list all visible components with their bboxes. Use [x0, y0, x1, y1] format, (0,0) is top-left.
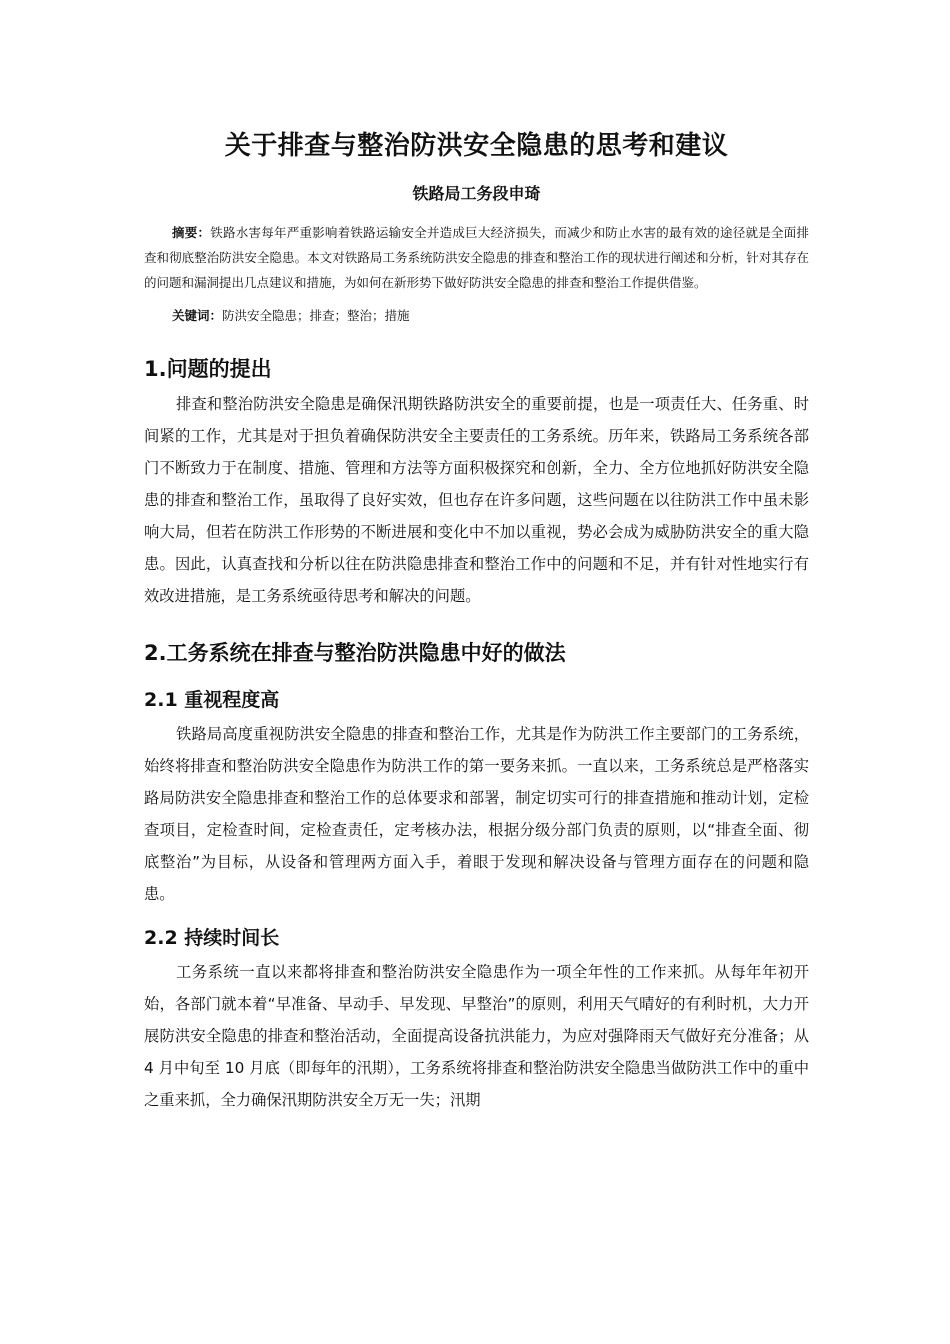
- document-page: [144, 118, 809, 1116]
- abstract: [144, 220, 809, 295]
- keywords: [144, 303, 809, 328]
- section-2-1-paragraph: 铁路局高度重视防洪安全隐患的排查和整治工作，尤其是作为防洪工作主要部门的工务系统，始终将排查和整治防洪安全隐患作为防洪工作的第一要务来抓。一直以来，工务系统总是严格落实路局防洪安全隐患排查和整治工作的总体要求和部署，制定切实可行的排查措施和推动计划，定检查项目，定检查时间，定检查责任，定考核办法，根据分级分部门负责的原则，以“排查全面、彻底整治”为目标，从设备和管理两方面入手，着眼于发现和解决设备与管理方面存在的问题和隐患。: [144, 725, 809, 903]
- section-2-2-paragraph: 工务系统一直以来都将排查和整治防洪安全隐患作为一项全年性的工作来抓。从每年年初开始，各部门就本着“早准备、早动手、早发现、早整治”的原则，利用天气晴好的有利时机，大力开展防洪安全隐患的排查和整治活动，全面提高设备抗洪能力，为应对强降雨天气做好充分准备；从 4 月中旬至 10 月底（即每年的汛期），工务系统将排查和整治防洪安全隐患当做防洪工作中的重中之重来抓，全力确保汛期防洪安全万无一失；汛期: [144, 963, 809, 1109]
- document-author: 铁路局工务段申琦: [412, 184, 541, 203]
- section-2-1-heading: 2.1 重视程度高: [144, 689, 280, 711]
- section-1-heading: 1.问题的提出: [144, 357, 272, 381]
- abstract-text: 铁路水害每年严重影响着铁路运输安全并造成巨大经济损失，而减少和防止水害的最有效的途径就是全面排查和彻底整治防洪安全隐患。本文对铁路局工务系统防洪安全隐患的排查和整治工作的现状进行阐述和分析，针对其存在的问题和漏洞提出几点建议和措施，为如何在新形势下做好防洪安全隐患的排查和整治工作提供借鉴。: [144, 225, 809, 290]
- keywords-text: 防洪安全隐患；排查；整治；措施: [222, 308, 410, 323]
- document-title: 关于排查与整治防洪安全隐患的思考和建议: [224, 131, 729, 161]
- section-2-heading: 2.工务系统在排查与整治防洪隐患中好的做法: [144, 641, 566, 665]
- section-1-paragraph: 排查和整治防洪安全隐患是确保汛期铁路防洪安全的重要前提，也是一项责任大、任务重、时间紧的工作，尤其是对于担负着确保防洪安全主要责任的工务系统。历年来，铁路局工务系统各部门不断致力于在制度、措施、管理和方法等方面积极探究和创新，全力、全方位地抓好防洪安全隐患的排查和整治工作，虽取得了良好实效，但也存在许多问题，这些问题在以往防洪工作中虽未影响大局，但若在防洪工作形势的不断进展和变化中不加以重视，势必会成为威胁防洪安全的重大隐患。因此，认真查找和分析以往在防洪隐患排查和整治工作中的问题和不足，并有针对性地实行有效改进措施，是工务系统亟待思考和解决的问题。: [144, 395, 809, 605]
- keywords-label: 关键词：: [172, 308, 223, 323]
- section-2-2-heading: 2.2 持续时间长: [144, 927, 280, 949]
- abstract-label: 摘要：: [172, 225, 211, 240]
